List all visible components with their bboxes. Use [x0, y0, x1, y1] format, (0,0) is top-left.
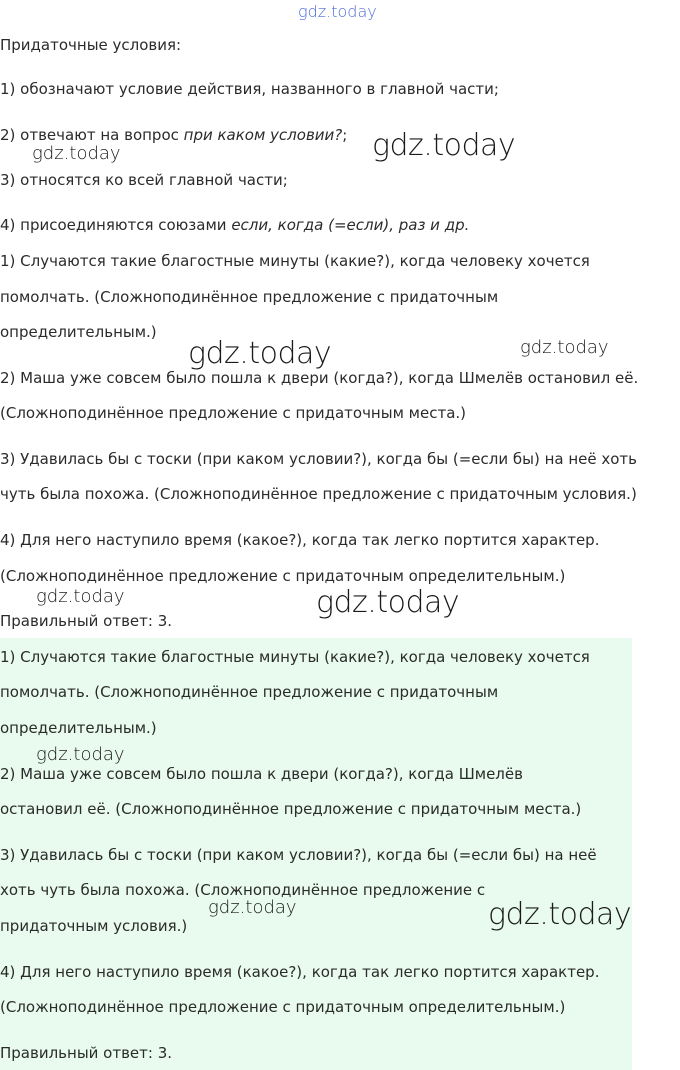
answer-box-line: определительным.) — [0, 719, 157, 737]
watermark: gdz.today — [520, 337, 609, 358]
analysis-line: 1) Случаются такие благостные минуты (какие?), когда человеку хочется — [0, 252, 590, 270]
analysis-line: помолчать. (Сложноподинённое предложение с придаточным — [0, 288, 499, 306]
intro-heading: Придаточные условия: — [0, 36, 182, 54]
answer-box-line: помолчать. (Сложноподинённое предложение с придаточным — [0, 683, 499, 701]
analysis-line: (Сложноподинённое предложение с придаточным места.) — [0, 404, 467, 422]
answer-box-line: (Сложноподинённое предложение с придаточным определительным.) — [0, 998, 566, 1016]
analysis-line: (Сложноподинённое предложение с придаточным определительным.) — [0, 567, 566, 585]
answer-box-line: 3) Удавилась бы с тоски (при каком условии?), когда бы (=если бы) на неё — [0, 846, 597, 864]
answer-box-line: придаточным условия.) — [0, 917, 188, 935]
watermark: gdz.today — [316, 585, 460, 620]
rule-2: 2) отвечают на вопрос при каком условии?; — [0, 126, 348, 144]
watermark: gdz.today — [32, 143, 121, 164]
answer-box-line: 4) Для него наступило время (какое?), когда так легко портится характер. — [0, 963, 600, 981]
answer-line: Правильный ответ: 3. — [0, 612, 173, 630]
answer-box-line: Правильный ответ: 3. — [0, 1044, 173, 1062]
rule-3: 3) относятся ко всей главной части; — [0, 171, 288, 189]
answer-box-line: 2) Маша уже совсем было пошла к двери (когда?), когда Шмелёв — [0, 765, 523, 783]
answer-box-line: остановил её. (Сложноподинённое предложение с придаточным места.) — [0, 800, 582, 818]
watermark: gdz.today — [36, 744, 125, 765]
analysis-line: чуть была похожа. (Сложноподинённое предложение с придаточным условия.) — [0, 485, 637, 503]
watermark: gdz.today — [488, 897, 632, 932]
analysis-line: 2) Маша уже совсем было пошла к двери (когда?), когда Шмелёв остановил её. — [0, 369, 639, 387]
rule-1: 1) обозначают условие действия, названного в главной части; — [0, 80, 499, 98]
analysis-line: 4) Для него наступило время (какое?), когда так легко портится характер. — [0, 531, 600, 549]
analysis-line: определительным.) — [0, 323, 157, 341]
analysis-line: 3) Удавилась бы с тоски (при каком условии?), когда бы (=если бы) на неё хоть — [0, 450, 638, 468]
answer-box-line: 1) Случаются такие благостные минуты (какие?), когда человеку хочется — [0, 648, 590, 666]
watermark-logo: gdz.today — [298, 2, 377, 21]
watermark: gdz.today — [372, 128, 516, 163]
rule-4: 4) присоединяются союзами если, когда (=если), раз и др. — [0, 216, 470, 234]
answer-box-line: хоть чуть была похожа. (Сложноподинённое предложение с — [0, 881, 486, 899]
watermark: gdz.today — [188, 336, 332, 371]
watermark: gdz.today — [208, 897, 297, 918]
watermark: gdz.today — [36, 586, 125, 607]
